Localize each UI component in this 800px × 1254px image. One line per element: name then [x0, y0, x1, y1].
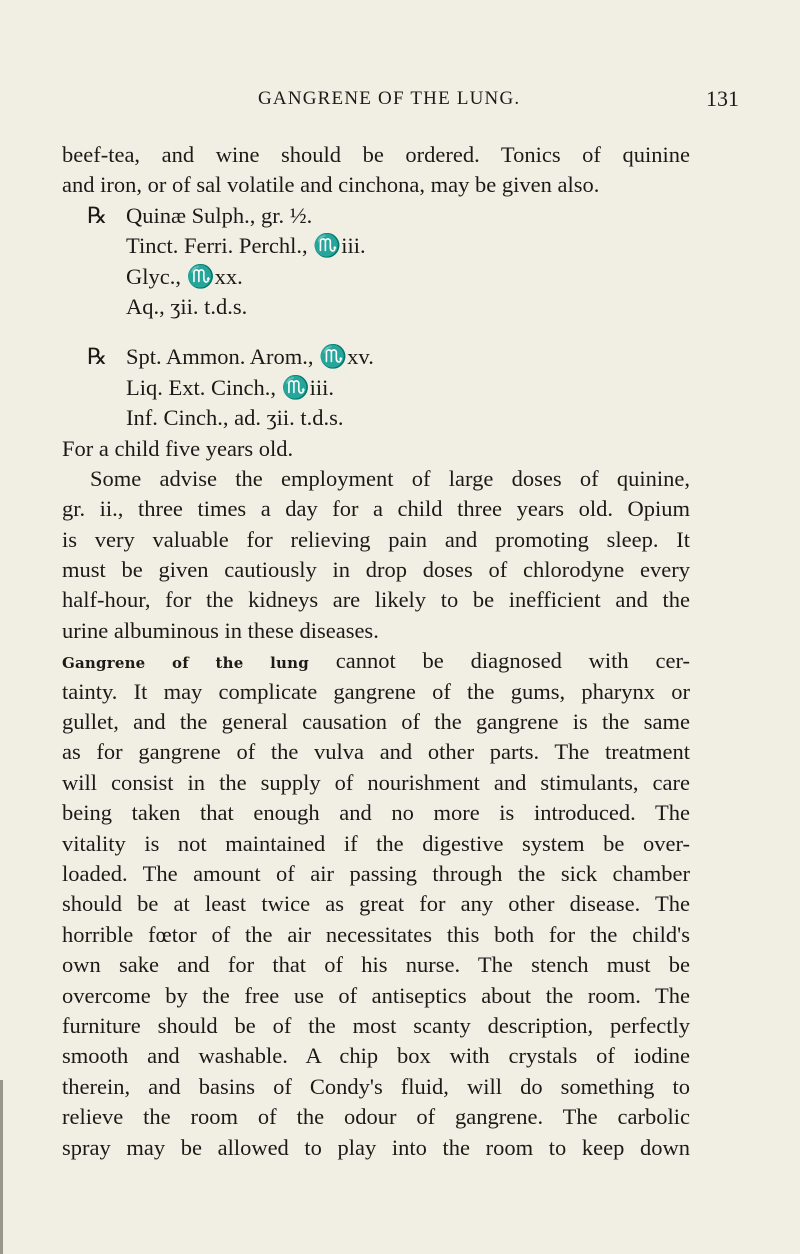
text-line: is very valuable for relieving pain and promoting sleep. It — [62, 526, 690, 552]
prescription-line: Tinct. Ferri. Perchl., ♏iii. — [126, 233, 366, 259]
text-line: should be at least twice as great for any other disease. The — [62, 891, 690, 917]
text-line: spray may be allowed to play into the room to keep down — [62, 1134, 690, 1160]
text-line: therein, and basins of Condy's fluid, will do something to — [62, 1073, 690, 1099]
page-number: 131 — [706, 86, 739, 111]
text-line: must be given cautiously in drop doses of chlorodyne every — [62, 557, 690, 583]
text-line: relieve the room of the odour of gangrene. The carbolic — [62, 1104, 690, 1130]
text-line: being taken that enough and no more is introduced. The — [62, 800, 690, 826]
page-edge-mark — [0, 1080, 3, 1254]
running-head: GANGRENE OF THE LUNG. — [258, 88, 521, 109]
text-line: own sake and for that of his nurse. The stench must be — [62, 952, 690, 978]
text-line: furniture should be of the most scanty description, perfectly — [62, 1012, 690, 1038]
text-line: smooth and washable. A chip box with crystals of iodine — [62, 1043, 690, 1069]
text-line: gullet, and the general causation of the gangrene is the same — [62, 709, 690, 735]
prescription-line: Liq. Ext. Cinch., ♏iii. — [126, 374, 335, 400]
text-line: and iron, or of sal volatile and cinchona, may be given also. — [62, 172, 600, 198]
text-line — [62, 646, 690, 676]
page-header — [0, 88, 800, 118]
text-line: vitality is not maintained if the digestive system be over- — [62, 830, 690, 856]
paragraph-quinine — [62, 464, 690, 646]
body-text — [62, 140, 690, 1163]
prescription-line: Aq., ʒii. t.d.s. — [126, 293, 248, 319]
prescription-line: Quinæ Sulph., gr. ½. — [126, 202, 313, 228]
text-line: urine albuminous in these diseases. — [62, 617, 379, 643]
text-line: For a child five years old. — [62, 435, 294, 461]
text-line: gr. ii., three times a day for a child three years old. Opium — [62, 496, 690, 522]
sidehead-continuation: cannot be diagnosed with cer- — [335, 648, 690, 674]
prescription-1 — [62, 201, 690, 323]
text-line: Some advise the employment of large doses of quinine, — [90, 465, 690, 491]
prescription-line: Glyc., ♏xx. — [126, 263, 243, 289]
text-line: horrible fœtor of the air necessitates this both for the child's — [62, 921, 690, 947]
recipe-symbol: ℞ — [87, 202, 108, 228]
prescription-2 — [62, 342, 690, 433]
text-line: as for gangrene of the vulva and other parts. The treatment — [62, 739, 690, 765]
prescription-line: Inf. Cinch., ad. ʒii. t.d.s. — [126, 405, 344, 431]
section-sidehead: Gangrene of the lung — [62, 654, 309, 673]
text-line: half-hour, for the kidneys are likely to be inefficient and the — [62, 587, 690, 613]
text-line: will consist in the supply of nourishment and stimulants, care — [62, 769, 690, 795]
text-line: loaded. The amount of air passing through the sick chamber — [62, 860, 690, 886]
text-line: overcome by the free use of antiseptics about the room. The — [62, 982, 690, 1008]
paragraph-gangrene — [62, 646, 690, 1163]
prescription-line: Spt. Ammon. Arom., ♏xv. — [126, 344, 374, 370]
text-line: tainty. It may complicate gangrene of the gums, pharynx or — [62, 678, 690, 704]
text-line: beef-tea, and wine should be ordered. Tonics of quinine — [62, 142, 690, 167]
recipe-symbol: ℞ — [87, 344, 108, 370]
